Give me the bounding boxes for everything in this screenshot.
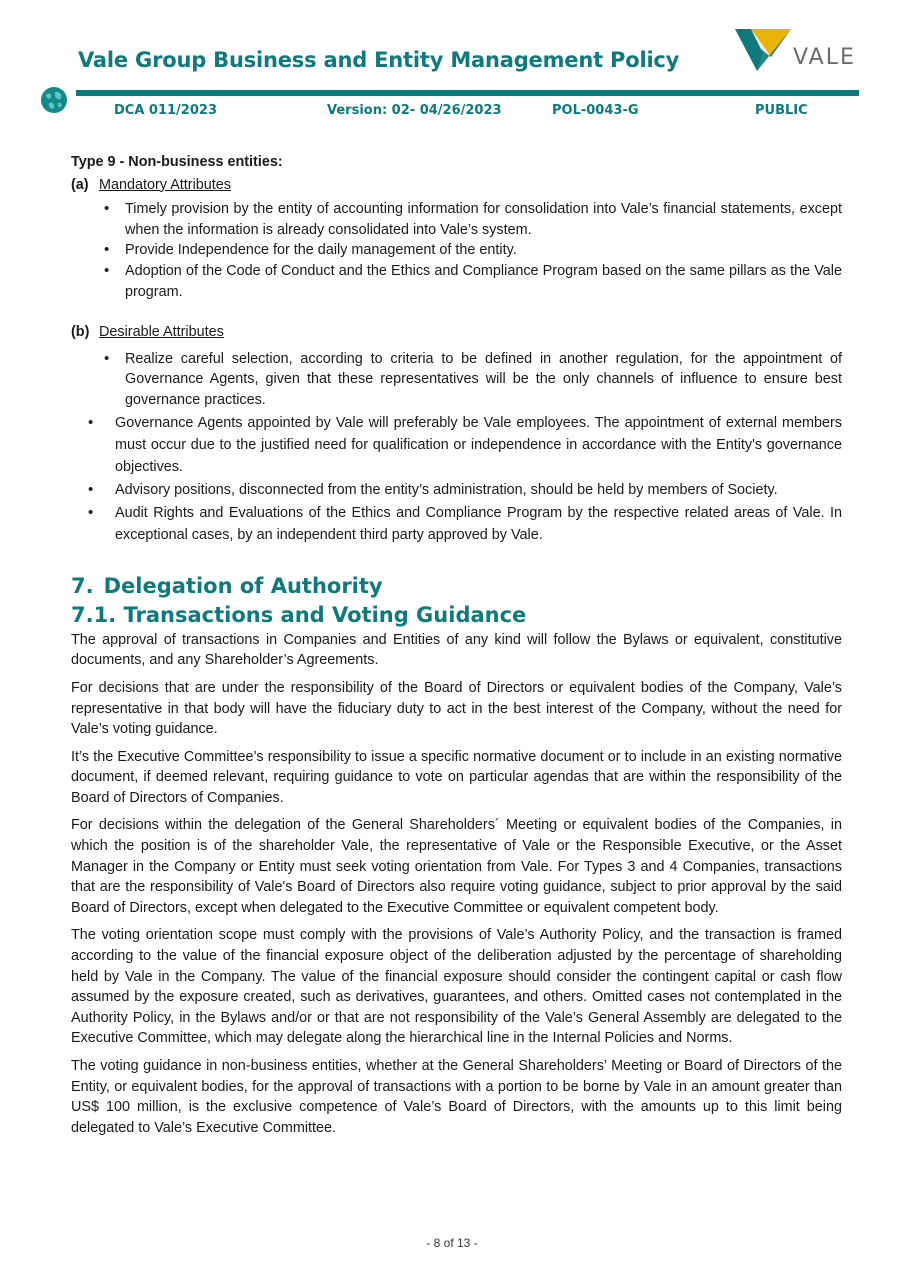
list-item: • Provide Independence for the daily management of the entity. (71, 240, 842, 261)
paragraph: The approval of transactions in Companies and Entities of any kind will follow the Bylaws or equivalent, constitutive documents, and any Shareholder’s Agreements. (71, 631, 842, 669)
document-title: Vale Group Business and Entity Management Policy (78, 48, 680, 72)
desirable-attributes-list (71, 349, 842, 411)
section-7-1-heading: 7.1. Transactions and Voting Guidance (71, 603, 527, 628)
list-item: • Timely provision by the entity of accounting information for consolidation into Vale’s financial statements, except when the information is already consolidated into Vale’s system. (71, 199, 842, 240)
document-version: Version: 02- 04/26/2023 (327, 103, 502, 118)
paragraph: The voting guidance in non-business entities, whether at the General Shareholders’ Meeting or Board of Directors of the Entity, or equivalent bodies, for the approval of transactions with a portion to be borne by Vale in an amount greater than US$ 100 million, is the exclusive competence of Vale’s Board of Directors, with the amounts up to this limit being delegated to Vale’s Executive Committee. (71, 1058, 842, 1136)
paragraph: It’s the Executive Committee’s responsibility to issue a specific normative document or to include in an existing normative document, if deemed relevant, requiring guidance to vote on particular agendas that are within the responsibility of the Board of Directors of Companies. (71, 748, 842, 806)
header-rule (76, 90, 859, 96)
document-number: DCA 011/2023 (114, 103, 217, 118)
type9-title: Type 9 - Non-business entities: (71, 154, 283, 170)
desirable-label: (b) (71, 324, 90, 341)
paragraph: For decisions that are under the responsibility of the Board of Directors or equivalent bodies of the Company, Vale’s representative in that body will have the fiduciary duty to act in the best interest of the Company, without the need for Vale’s voting guidance. (71, 679, 842, 738)
mandatory-title: Mandatory Attributes (99, 176, 231, 193)
page-content (71, 152, 842, 1145)
page-number: - 8 of 13 - (426, 1236, 478, 1250)
list-item: • Adoption of the Code of Conduct and the Ethics and Compliance Program based on the same pillars as the Vale program. (71, 261, 842, 302)
document-classification: PUBLIC (755, 103, 808, 118)
section-7-number: 7. (71, 573, 94, 598)
paragraph: For decisions within the delegation of the General Shareholders´ Meeting or equivalent bodies of the Companies, in which the position is of the shareholder Vale, the representative of Vale or the Responsible Executive, or the Asset Manager in the Company or Entity must seek voting orientation from Vale. For Types 3 and 4 Companies, transactions that are the responsibility of Vale's Board of Directors also require voting guidance, subject to prior approval by the said Board of Directors, except when delegated to the Executive Committee or equivalent competent body. (71, 817, 842, 916)
globe-icon (40, 86, 68, 114)
list-item: • Advisory positions, disconnected from the entity’s administration, should be held by members of Society. (71, 479, 842, 501)
list-item: • Governance Agents appointed by Vale will preferably be Vale employees. The appointment of external members must occur due to the justified need for qualification or independence in accordance with the Entity's governance objectives. (71, 412, 842, 478)
mandatory-attributes-heading (71, 175, 842, 196)
desirable-attributes-outer-list (71, 412, 842, 546)
document-code: POL-0043-G (552, 103, 639, 118)
list-item: • Realize careful selection, according to criteria to be defined in another regulation, for the appointment of Governance Agents, given that these representatives will be the only channels of influence to ensure best governance practices. (71, 349, 842, 411)
mandatory-label: (a) (71, 176, 89, 193)
vale-logo-text: VALE (793, 45, 856, 70)
list-item: • Audit Rights and Evaluations of the Ethics and Compliance Program by the respective related areas of Vale. In exceptional cases, by an independent third party approved by Vale. (71, 502, 842, 546)
section-7-heading (71, 573, 842, 598)
paragraph: The voting orientation scope must comply with the provisions of Vale’s Authority Policy, and the transaction is framed according to the value of the financial exposure object of the deliberation adjusted by the percentage of shareholding held by Vale in the Company. The value of the financial exposure should consider the contingent capital or cash flow assumed by the exposure created, such as derivatives, guarantees, and others. Omitted cases not contemplated in the Authority Policy, in the Bylaws and/or or that are not responsibility of the Vale’s General Assembly are delegated to the Executive Committee, which may delegate along the hierarchical line in the Internal Policies and Norms. (71, 927, 842, 1047)
section-7-title: Delegation of Authority (103, 573, 383, 598)
mandatory-attributes-list (71, 199, 842, 302)
desirable-attributes-heading (71, 322, 842, 343)
desirable-title: Desirable Attributes (99, 324, 224, 341)
